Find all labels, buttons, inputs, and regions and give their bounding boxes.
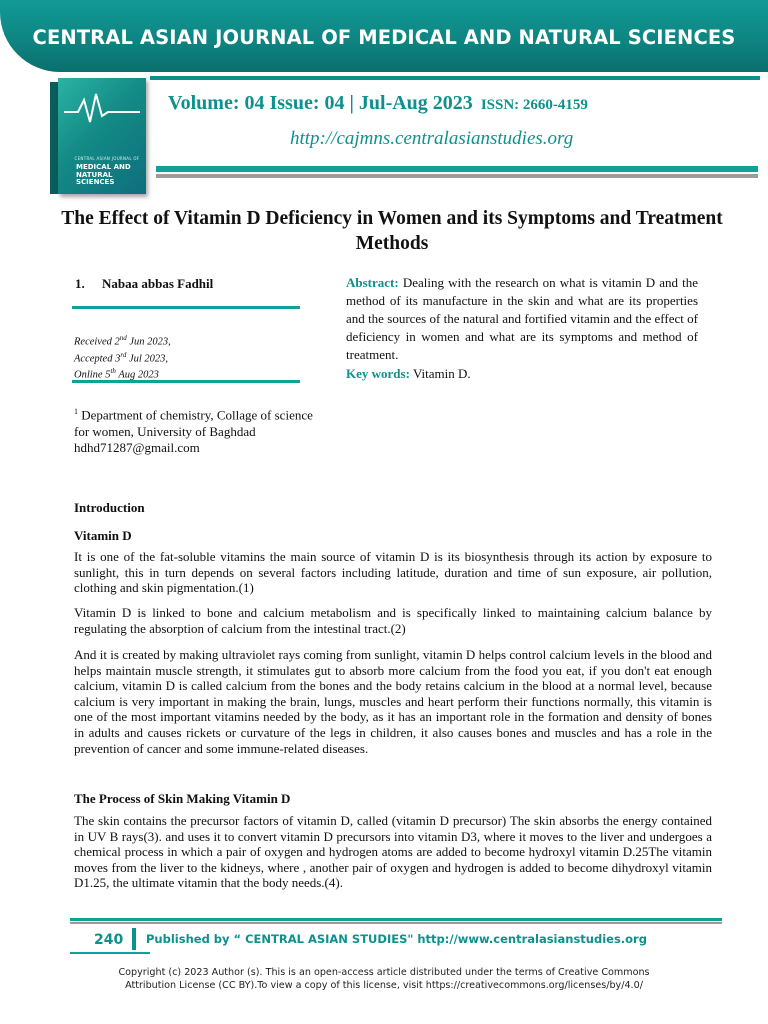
paragraph-4: The skin contains the precursor factors of vitamin D, called (vitamin D precursor) The skin absorbs the energy contained in UV B rays(3). and uses it to convert vitamin D precursors into vitamin D3, where it moves to the liver and undergoes a chemical process in which a pair of oxygen and hydrogen atoms are added to become hydroxyl vitamin D.25The vitamin moves from the liver to the kidneys, where , another pair of oxygen and hydrogen is added to become dihydroxyl vitamin D1.25, the ultimate vitamin that the body needs.(4). [74, 813, 712, 891]
footer-rule-teal [70, 918, 722, 921]
author-email[interactable]: hdhd71287@gmail.com [74, 440, 200, 456]
keywords [346, 366, 471, 382]
abstract [346, 274, 698, 364]
heartbeat-icon [64, 88, 140, 128]
affiliation-text: Department of chemistry, Collage of science for women, University of Baghdad [74, 407, 313, 439]
keywords-label: Key words: [346, 366, 410, 381]
book-front [58, 78, 146, 194]
affiliation [74, 404, 324, 457]
introduction-heading: Introduction [74, 500, 145, 515]
copyright-line-1: Copyright (c) 2023 Author (s). This is an open-access article distributed under the terms of Creative Commons [118, 967, 650, 978]
volume-issue: Volume: 04 Issue: 04 | Jul-Aug 2023 [168, 92, 473, 114]
received-date: Received 2nd Jun 2023, [74, 334, 171, 348]
header-rule-grey [156, 174, 758, 178]
footer-rule-bottom [70, 952, 150, 954]
journal-banner-title: CENTRAL ASIAN JOURNAL OF MEDICAL AND NATURAL SCIENCES [32, 26, 736, 49]
dates-divider [72, 380, 300, 383]
affiliation-mark: 1 [74, 407, 78, 416]
journal-url-link[interactable]: http://cajmns.centralasianstudies.org [290, 128, 574, 149]
page-number: 240 [94, 932, 124, 948]
submission-dates [74, 332, 171, 382]
footer-rule-grey [70, 922, 722, 924]
abstract-label: Abstract: [346, 275, 399, 290]
author-number: 1. [75, 276, 85, 291]
abstract-text: Dealing with the research on what is vitamin D and the method of its manufacture in the skin and what are its properties and the sources of the natural and fortified vitamin and the effect of deficiency in women and what are its symptoms and method of treatment. [346, 275, 698, 362]
publisher-link[interactable]: Published by “ CENTRAL ASIAN STUDIES" http://www.centralasianstudies.org [146, 932, 647, 946]
volume-issue-line [168, 92, 588, 115]
paragraph-1: It is one of the fat-soluble vitamins the main source of vitamin D is its biosynthesis through its action by exposure to sunlight, this in turn depends on several factors including latitude, duration and time of sun exposure, air pollution, clothing and skin pigmentation.(1) [74, 549, 712, 596]
accepted-date: Accepted 3rd Jul 2023, [74, 350, 169, 364]
issn: ISSN: 2660-4159 [480, 97, 588, 113]
header-rule-teal [156, 166, 758, 172]
paragraph-2: Vitamin D is linked to bone and calcium metabolism and is specifically linked to maintaining calcium balance by regulating the absorption of calcium from the intestinal tract.(2) [74, 605, 712, 636]
paragraph-3: And it is created by making ultraviolet rays coming from sunlight, vitamin D helps control calcium levels in the blood and helps maintain muscle strength, it stimulates gut to absorb more calcium from the food you eat, if you don't eat enough calcium, vitamin D is called calcium from the bones and the body retains calcium in the blood at a normal level, because calcium is very important in making the brain, lungs, muscles and heart perform their functions normally, this vitamin is one of the most important vitamins needed by the body, as it has an important role in the formation and density of bones in adults and causes rickets or curvature of the legs in children, it also causes bones and muscles and has a role in the prevention of cancer and some immune-related diseases. [74, 647, 712, 756]
vitamin-d-heading: Vitamin D [74, 528, 132, 543]
journal-banner [0, 0, 768, 72]
author-line [75, 276, 213, 292]
online-date: Online 5th Aug 2023 [74, 367, 159, 381]
journal-cover-image [50, 78, 150, 194]
cover-journal-name: MEDICAL AND NATURAL SCIENCES [76, 163, 131, 186]
copyright-notice [60, 966, 708, 992]
footer-separator-bar [132, 928, 136, 950]
author-name: Nabaa abbas Fadhil [102, 276, 214, 291]
paper-title: The Effect of Vitamin D Deficiency in Women and its Symptoms and Treatment Methods [61, 208, 723, 254]
skin-process-heading: The Process of Skin Making Vitamin D [74, 791, 291, 806]
keywords-text: Vitamin D. [412, 366, 471, 381]
header-rule-top [150, 76, 760, 80]
cover-journal-small: CENTRAL ASIAN JOURNAL OF [74, 156, 140, 161]
copyright-line-2[interactable]: Attribution License (CC BY).To view a copy of this license, visit https://creativecommons.org/licenses/by/4.0/ [125, 980, 643, 991]
author-divider [72, 306, 300, 309]
